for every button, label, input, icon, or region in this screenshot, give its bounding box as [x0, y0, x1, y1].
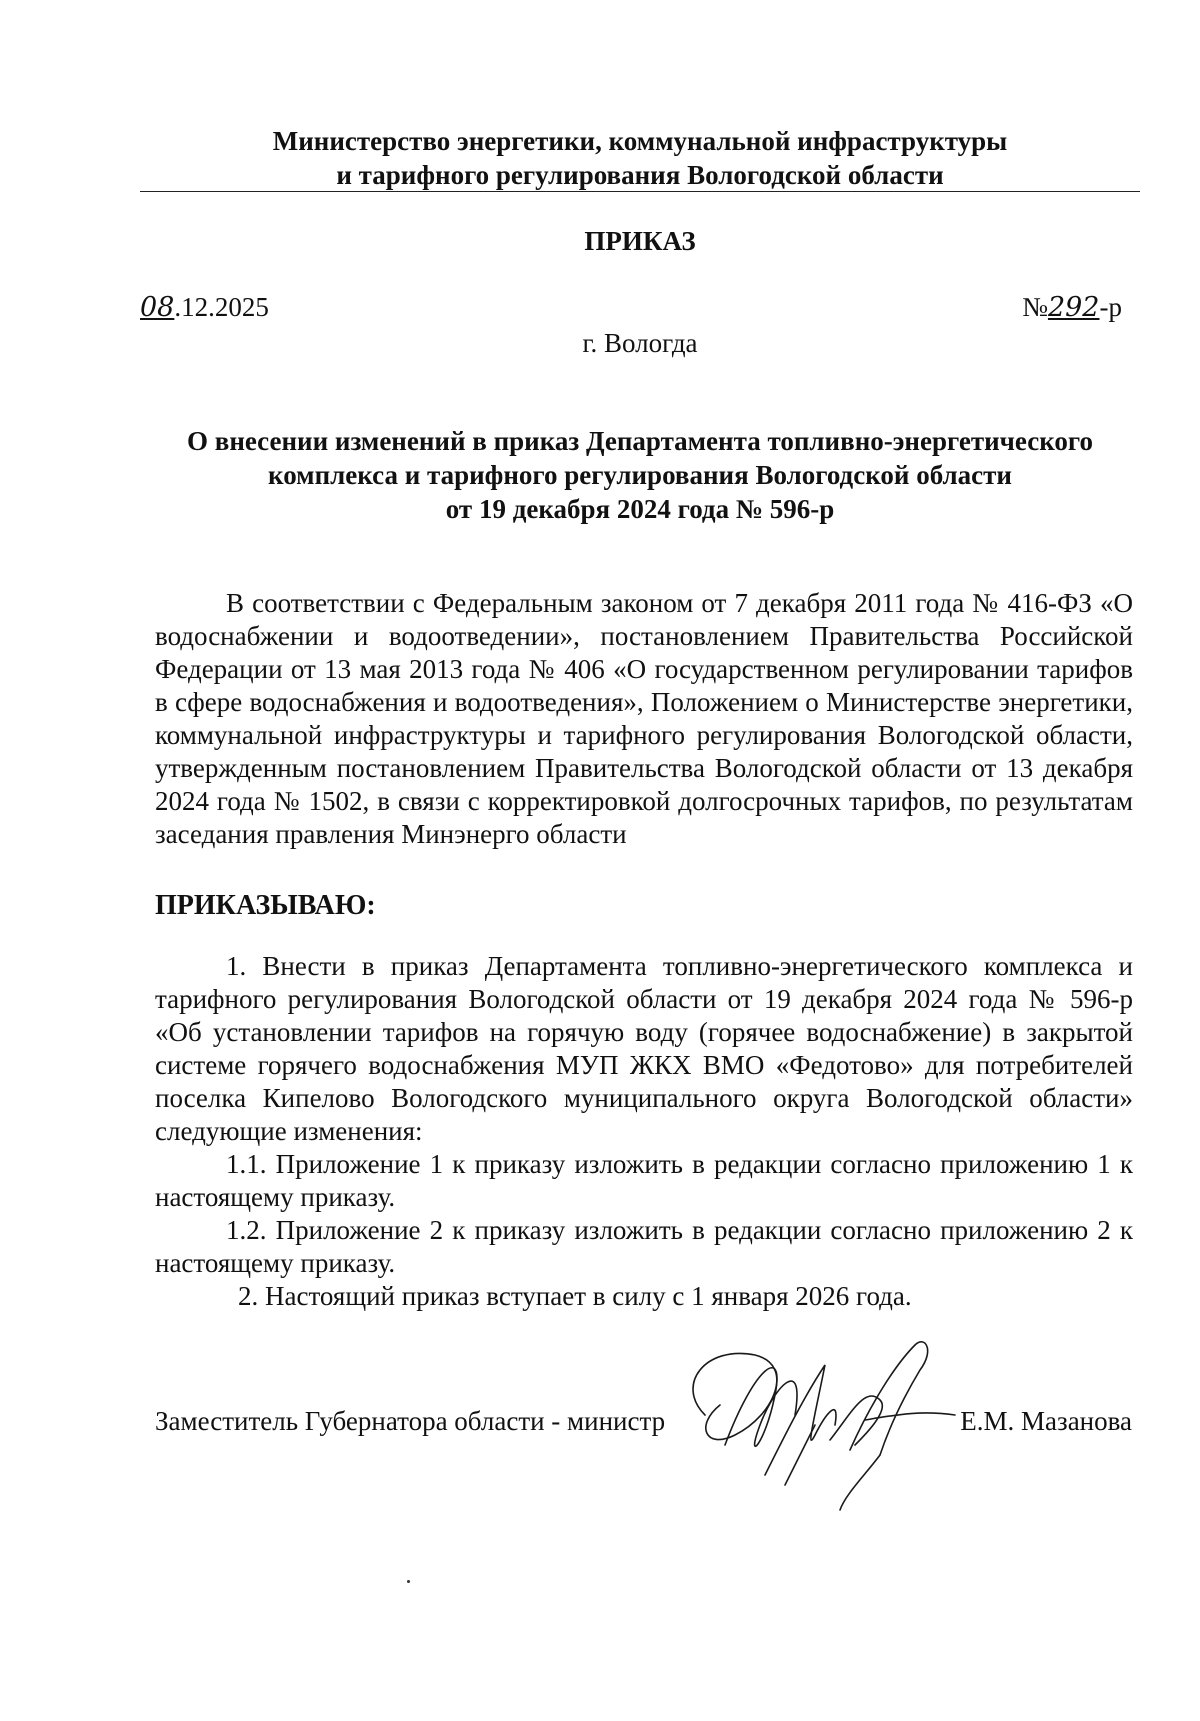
document-number: [1022, 292, 1122, 323]
date-rest: .12.2025: [174, 292, 269, 322]
point-2: 2. Настоящий приказ вступает в силу с 1 января 2026 года.: [238, 1281, 912, 1311]
order-directive: ПРИКАЗЫВАЮ:: [155, 890, 376, 921]
point-1-1: 1.1. Приложение 1 к приказу изложить в редакции согласно приложению 1 к настоящему приказу.: [155, 1149, 1133, 1212]
document-type: ПРИКАЗ: [584, 226, 696, 256]
document-title: [140, 424, 1140, 526]
signer-position: Заместитель Губернатора области - министр: [155, 1406, 666, 1436]
signer-name: Е.М. Мазанова: [960, 1406, 1132, 1436]
header-divider: [140, 191, 1140, 192]
number-suffix: -р: [1099, 292, 1122, 322]
title-line-2: комплекса и тарифного регулирования Вологодской области: [268, 460, 1012, 490]
ministry-line-1: Министерство энергетики, коммунальной инфраструктуры: [272, 126, 1008, 156]
preamble-paragraph: В соответствии с Федеральным законом от 7 декабря 2011 года № 416-ФЗ «О водоснабжении и водоотведении», постановлением Правительства Российской Федерации от 13 мая 2013 года № 406 «О государственном регулировании тарифов в сфере водоснабжения и водоотведения», Положением о Министерстве энергетики, коммунальной инфраструктуры и тарифного регулирования Вологодской области, утвержденным постановлением Правительства Вологодской области от 13 декабря 2024 года № 1502, в связи с корректировкой долгосрочных тарифов, по результатам заседания правления Минэнерго области: [155, 588, 1133, 849]
document-date: [140, 292, 269, 323]
ministry-header: [140, 124, 1140, 192]
point-1-2: 1.2. Приложение 2 к приказу изложить в редакции согласно приложению 2 к настоящему приказу.: [155, 1215, 1133, 1278]
scan-speck: [407, 1580, 410, 1583]
number-prefix: №: [1022, 292, 1048, 322]
date-day-handwritten: 08: [140, 292, 175, 323]
title-line-1: О внесении изменений в приказ Департамента топливно-энергетического: [186, 426, 1093, 456]
document-city: г. Вологда: [582, 328, 698, 358]
number-handwritten: 292: [1047, 292, 1100, 323]
handwritten-signature: [665, 1325, 965, 1515]
point-1: 1. Внести в приказ Департамента топливно-энергетического комплекса и тарифного регулирования Вологодской области от 19 декабря 2024 года № 596-р «Об установлении тарифов на горячую воду (горячее водоснабжение) в закрытой системе горячего водоснабжения МУП ЖКХ ВМО «Федотово» для потребителей поселка Кипелово Вологодского муниципального округа Вологодской области» следующие изменения:: [155, 951, 1133, 1146]
order-body: [155, 950, 1133, 1313]
title-line-3: от 19 декабря 2024 года № 596-р: [445, 494, 835, 524]
ministry-line-2: и тарифного регулирования Вологодской области: [336, 160, 944, 190]
